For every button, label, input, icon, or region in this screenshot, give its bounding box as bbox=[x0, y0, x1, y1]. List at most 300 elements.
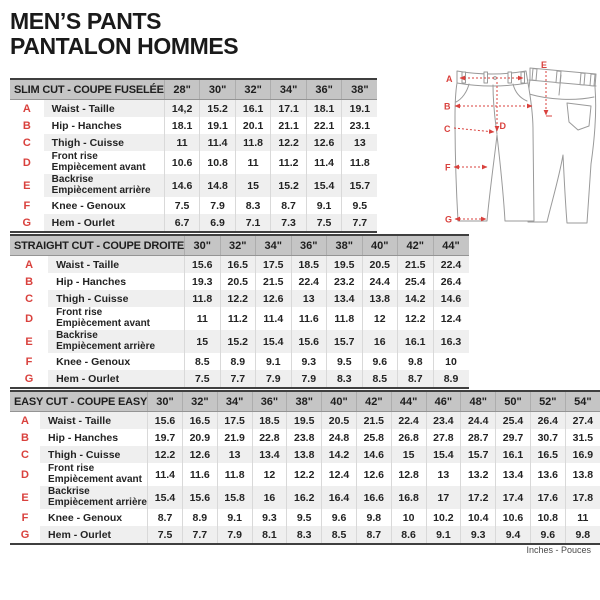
row-label bbox=[44, 151, 165, 174]
size-value-cell: 6.9 bbox=[200, 214, 236, 232]
size-value-cell: 10 bbox=[391, 509, 426, 526]
size-value-cell: 11 bbox=[235, 151, 271, 174]
size-value-cell: 19.5 bbox=[287, 412, 322, 430]
size-column-header: 52" bbox=[530, 391, 565, 412]
row-letter: C bbox=[10, 134, 44, 151]
size-value-cell: 17.8 bbox=[565, 486, 600, 509]
size-value-cell: 8.3 bbox=[287, 526, 322, 544]
size-value-cell: 26.4 bbox=[433, 273, 469, 290]
size-value-cell: 15.4 bbox=[256, 330, 292, 353]
size-column-header: 28" bbox=[164, 79, 200, 100]
size-value-cell: 24.8 bbox=[322, 429, 357, 446]
row-label: Hip - Hanches bbox=[56, 275, 127, 288]
size-value-cell: 15.7 bbox=[342, 174, 378, 197]
row-label: Thigh - Cuisse bbox=[44, 134, 165, 151]
size-column-header: 36" bbox=[252, 391, 287, 412]
row-label-fr: Empiècement arrière bbox=[56, 340, 156, 352]
size-value-cell: 19.1 bbox=[342, 100, 378, 118]
size-column-header: 44" bbox=[391, 391, 426, 412]
row-letter: A bbox=[10, 256, 48, 274]
size-value-cell: 16 bbox=[362, 330, 398, 353]
row-letter: E bbox=[10, 174, 44, 197]
size-value-cell: 9.3 bbox=[461, 526, 496, 544]
size-value-cell: 11.8 bbox=[327, 307, 363, 330]
size-value-cell: 9.1 bbox=[306, 197, 342, 214]
size-value-cell: 28.7 bbox=[461, 429, 496, 446]
size-value-cell: 10 bbox=[433, 353, 469, 370]
size-value-cell: 14.2 bbox=[322, 446, 357, 463]
size-value-cell: 16.3 bbox=[433, 330, 469, 353]
measurement-row bbox=[10, 151, 377, 174]
size-value-cell: 14.8 bbox=[200, 174, 236, 197]
row-label-fr: Empiècement avant bbox=[51, 161, 146, 173]
size-value-cell: 12.6 bbox=[356, 463, 391, 486]
size-value-cell: 22.4 bbox=[291, 273, 327, 290]
size-value-cell: 21.5 bbox=[356, 412, 391, 430]
size-value-cell: 17 bbox=[426, 486, 461, 509]
size-value-cell: 10.6 bbox=[164, 151, 200, 174]
row-letter: F bbox=[10, 509, 40, 526]
size-column-header: 34" bbox=[217, 391, 252, 412]
size-value-cell: 9.6 bbox=[362, 353, 398, 370]
size-column-header: 32" bbox=[182, 391, 217, 412]
size-value-cell: 12.2 bbox=[271, 134, 307, 151]
size-value-cell: 16.1 bbox=[398, 330, 434, 353]
size-value-cell: 11.6 bbox=[291, 307, 327, 330]
row-letter: B bbox=[10, 429, 40, 446]
size-value-cell: 13.4 bbox=[327, 290, 363, 307]
size-value-cell: 23.2 bbox=[327, 273, 363, 290]
size-value-cell: 16.2 bbox=[287, 486, 322, 509]
size-value-cell: 9.5 bbox=[327, 353, 363, 370]
row-letter: C bbox=[10, 446, 40, 463]
size-value-cell: 8.7 bbox=[398, 370, 434, 388]
size-value-cell: 11.8 bbox=[235, 134, 271, 151]
size-value-cell: 12 bbox=[252, 463, 287, 486]
size-value-cell: 12.6 bbox=[182, 446, 217, 463]
size-value-cell: 15.7 bbox=[461, 446, 496, 463]
row-label: Hem - Ourlet bbox=[48, 370, 184, 388]
size-value-cell: 7.5 bbox=[185, 370, 221, 388]
measurement-row bbox=[10, 273, 469, 290]
size-value-cell: 18.1 bbox=[306, 100, 342, 118]
measurement-row bbox=[10, 174, 377, 197]
row-label-en: Backrise bbox=[51, 174, 94, 185]
size-value-cell: 13.8 bbox=[287, 446, 322, 463]
size-value-cell: 11.4 bbox=[200, 134, 236, 151]
size-value-cell: 19.3 bbox=[185, 273, 221, 290]
size-value-cell: 19.1 bbox=[200, 117, 236, 134]
size-value-cell: 18.5 bbox=[252, 412, 287, 430]
row-label: Thigh - Cuisse bbox=[40, 446, 148, 463]
row-label: Waist - Taille bbox=[44, 100, 165, 118]
row-label bbox=[44, 174, 165, 197]
size-value-cell: 9.5 bbox=[287, 509, 322, 526]
measurement-row bbox=[10, 307, 469, 330]
row-letter: A bbox=[10, 100, 44, 118]
size-value-cell: 13 bbox=[426, 463, 461, 486]
size-value-cell: 14,2 bbox=[164, 100, 200, 118]
size-value-cell: 12.8 bbox=[391, 463, 426, 486]
size-value-cell: 9.8 bbox=[356, 509, 391, 526]
size-value-cell: 14.6 bbox=[356, 446, 391, 463]
size-table-2 bbox=[10, 234, 469, 389]
size-value-cell: 11.4 bbox=[256, 307, 292, 330]
measurement-row bbox=[10, 330, 469, 353]
row-letter: D bbox=[10, 307, 48, 330]
size-value-cell: 13.4 bbox=[252, 446, 287, 463]
size-value-cell: 17.6 bbox=[530, 486, 565, 509]
size-value-cell: 29.7 bbox=[496, 429, 531, 446]
size-value-cell: 13 bbox=[342, 134, 378, 151]
row-label: Knee - Genoux bbox=[51, 199, 126, 212]
measurement-row bbox=[10, 117, 377, 134]
size-value-cell: 24.4 bbox=[461, 412, 496, 430]
size-column-header: 38" bbox=[342, 79, 378, 100]
size-value-cell: 19.5 bbox=[327, 256, 363, 274]
size-value-cell: 11.8 bbox=[217, 463, 252, 486]
size-value-cell: 20.5 bbox=[220, 273, 256, 290]
size-value-cell: 13 bbox=[217, 446, 252, 463]
size-value-cell: 16.6 bbox=[356, 486, 391, 509]
size-value-cell: 25.4 bbox=[496, 412, 531, 430]
size-value-cell: 14.2 bbox=[398, 290, 434, 307]
measurement-row bbox=[10, 412, 600, 430]
measurement-row bbox=[10, 214, 377, 232]
size-value-cell: 22.4 bbox=[433, 256, 469, 274]
size-column-header: 38" bbox=[327, 235, 363, 256]
size-value-cell: 8.5 bbox=[185, 353, 221, 370]
size-value-cell: 12 bbox=[362, 307, 398, 330]
measurement-row bbox=[10, 134, 377, 151]
size-value-cell: 8.7 bbox=[148, 509, 183, 526]
size-value-cell: 7.5 bbox=[164, 197, 200, 214]
size-value-cell: 8.7 bbox=[271, 197, 307, 214]
row-letter: D bbox=[10, 151, 44, 174]
measurement-row bbox=[10, 463, 600, 486]
row-label bbox=[48, 307, 184, 330]
size-value-cell: 30.7 bbox=[530, 429, 565, 446]
size-value-cell: 8.9 bbox=[182, 509, 217, 526]
measurement-row bbox=[10, 353, 469, 370]
size-value-cell: 15.6 bbox=[148, 412, 183, 430]
diagram-label-g: G bbox=[445, 214, 453, 225]
units-note: Inches - Pouces bbox=[526, 545, 591, 555]
row-label bbox=[40, 486, 148, 509]
size-value-cell: 15.4 bbox=[148, 486, 183, 509]
size-value-cell: 12.2 bbox=[148, 446, 183, 463]
page-title bbox=[10, 9, 238, 59]
size-value-cell: 24.4 bbox=[362, 273, 398, 290]
size-value-cell: 12.4 bbox=[322, 463, 357, 486]
size-value-cell: 13.6 bbox=[530, 463, 565, 486]
row-label: Knee - Genoux bbox=[56, 355, 131, 368]
size-column-header: 30" bbox=[148, 391, 183, 412]
size-value-cell: 11.8 bbox=[185, 290, 221, 307]
row-letter: G bbox=[10, 526, 40, 544]
size-value-cell: 31.5 bbox=[565, 429, 600, 446]
size-value-cell: 12.2 bbox=[220, 290, 256, 307]
row-letter: G bbox=[10, 370, 48, 388]
size-value-cell: 16.1 bbox=[496, 446, 531, 463]
size-value-cell: 26.4 bbox=[530, 412, 565, 430]
size-value-cell: 9.8 bbox=[398, 353, 434, 370]
size-column-header: 30" bbox=[200, 79, 236, 100]
size-value-cell: 21.5 bbox=[398, 256, 434, 274]
size-value-cell: 7.5 bbox=[148, 526, 183, 544]
size-column-header: 40" bbox=[322, 391, 357, 412]
size-value-cell: 10.2 bbox=[426, 509, 461, 526]
size-column-header: 40" bbox=[362, 235, 398, 256]
size-value-cell: 9.8 bbox=[565, 526, 600, 544]
row-label-fr: Empiècement avant bbox=[56, 317, 151, 329]
size-value-cell: 11 bbox=[164, 134, 200, 151]
size-value-cell: 16.9 bbox=[565, 446, 600, 463]
row-label-en: Front rise bbox=[48, 463, 95, 474]
size-value-cell: 12.6 bbox=[306, 134, 342, 151]
size-value-cell: 10.4 bbox=[461, 509, 496, 526]
row-label: Knee - Genoux bbox=[48, 511, 123, 524]
size-value-cell: 13.2 bbox=[461, 463, 496, 486]
page-title-fr: PANTALON HOMMES bbox=[10, 33, 239, 59]
size-value-cell: 8.1 bbox=[252, 526, 287, 544]
measurement-row bbox=[10, 446, 600, 463]
row-label: Hem - Ourlet bbox=[40, 526, 148, 544]
size-value-cell: 15.2 bbox=[271, 174, 307, 197]
size-value-cell: 17.4 bbox=[496, 486, 531, 509]
size-column-header: 36" bbox=[291, 235, 327, 256]
size-value-cell: 9.4 bbox=[496, 526, 531, 544]
size-value-cell: 21.5 bbox=[256, 273, 292, 290]
size-value-cell: 13.4 bbox=[496, 463, 531, 486]
size-column-header: 42" bbox=[356, 391, 391, 412]
size-value-cell: 18.5 bbox=[291, 256, 327, 274]
row-letter: G bbox=[10, 214, 44, 232]
size-value-cell: 16.5 bbox=[530, 446, 565, 463]
table-title: STRAIGHT CUT - COUPE DROITE bbox=[10, 235, 185, 256]
size-value-cell: 16.1 bbox=[235, 100, 271, 118]
size-column-header: 38" bbox=[287, 391, 322, 412]
size-value-cell: 12.4 bbox=[433, 307, 469, 330]
measurement-row bbox=[10, 256, 469, 274]
size-value-cell: 17.5 bbox=[256, 256, 292, 274]
size-column-header: 42" bbox=[398, 235, 434, 256]
size-value-cell: 8.9 bbox=[220, 353, 256, 370]
size-value-cell: 19.7 bbox=[148, 429, 183, 446]
size-value-cell: 15 bbox=[235, 174, 271, 197]
table-title: EASY CUT - COUPE EASY bbox=[10, 391, 148, 412]
size-value-cell: 15 bbox=[185, 330, 221, 353]
measurement-row bbox=[10, 290, 469, 307]
size-value-cell: 17.5 bbox=[217, 412, 252, 430]
size-value-cell: 10.8 bbox=[530, 509, 565, 526]
size-value-cell: 15.2 bbox=[200, 100, 236, 118]
size-value-cell: 15.2 bbox=[220, 330, 256, 353]
size-value-cell: 9.3 bbox=[291, 353, 327, 370]
row-letter: F bbox=[10, 197, 44, 214]
size-value-cell: 15.6 bbox=[182, 486, 217, 509]
size-value-cell: 8.5 bbox=[322, 526, 357, 544]
size-value-cell: 15 bbox=[391, 446, 426, 463]
size-value-cell: 7.9 bbox=[217, 526, 252, 544]
size-value-cell: 10.8 bbox=[200, 151, 236, 174]
measurement-row bbox=[10, 526, 600, 544]
size-value-cell: 23.4 bbox=[426, 412, 461, 430]
size-table-3 bbox=[10, 390, 600, 545]
pants-front-outline bbox=[455, 71, 534, 221]
size-value-cell: 15.6 bbox=[185, 256, 221, 274]
size-value-cell: 7.7 bbox=[342, 214, 378, 232]
size-value-cell: 7.9 bbox=[256, 370, 292, 388]
size-value-cell: 12.2 bbox=[398, 307, 434, 330]
diagram-label-a: A bbox=[446, 74, 453, 84]
size-value-cell: 15.4 bbox=[426, 446, 461, 463]
size-value-cell: 7.9 bbox=[200, 197, 236, 214]
row-label-en: Backrise bbox=[56, 330, 98, 341]
size-value-cell: 9.3 bbox=[252, 509, 287, 526]
measurement-row bbox=[10, 197, 377, 214]
size-value-cell: 11 bbox=[185, 307, 221, 330]
row-label bbox=[48, 330, 184, 353]
row-label: Hem - Ourlet bbox=[44, 214, 165, 232]
size-value-cell: 15.8 bbox=[217, 486, 252, 509]
size-value-cell: 16.4 bbox=[322, 486, 357, 509]
size-value-cell: 20.9 bbox=[182, 429, 217, 446]
pants-measurement-diagram bbox=[440, 58, 600, 228]
measurement-row bbox=[10, 509, 600, 526]
size-value-cell: 8.3 bbox=[235, 197, 271, 214]
size-value-cell: 27.8 bbox=[426, 429, 461, 446]
row-label: Hip - Hanches bbox=[48, 431, 119, 444]
size-value-cell: 27.4 bbox=[565, 412, 600, 430]
size-value-cell: 8.7 bbox=[356, 526, 391, 544]
size-value-cell: 25.8 bbox=[356, 429, 391, 446]
size-value-cell: 16.8 bbox=[391, 486, 426, 509]
row-letter: B bbox=[10, 117, 44, 134]
size-value-cell: 13.8 bbox=[362, 290, 398, 307]
size-value-cell: 11.2 bbox=[271, 151, 307, 174]
size-value-cell: 8.5 bbox=[362, 370, 398, 388]
row-letter: C bbox=[10, 290, 48, 307]
diagram-label-c: C bbox=[444, 124, 451, 134]
size-value-cell: 7.7 bbox=[182, 526, 217, 544]
row-label-en: Backrise bbox=[48, 486, 90, 497]
diagram-label-e: E bbox=[541, 60, 548, 70]
size-column-header: 54" bbox=[565, 391, 600, 412]
measurement-row bbox=[10, 100, 377, 118]
row-letter: A bbox=[10, 412, 40, 430]
size-value-cell: 23.8 bbox=[287, 429, 322, 446]
size-value-cell: 9.6 bbox=[322, 509, 357, 526]
size-value-cell: 20.1 bbox=[235, 117, 271, 134]
row-label: Thigh - Cuisse bbox=[48, 290, 184, 307]
size-value-cell: 7.3 bbox=[271, 214, 307, 232]
size-column-header: 48" bbox=[461, 391, 496, 412]
size-value-cell: 9.1 bbox=[256, 353, 292, 370]
size-column-header: 32" bbox=[235, 79, 271, 100]
row-label-en: Front rise bbox=[56, 307, 103, 318]
size-value-cell: 11 bbox=[565, 509, 600, 526]
size-value-cell: 8.6 bbox=[391, 526, 426, 544]
size-value-cell: 12.2 bbox=[287, 463, 322, 486]
size-value-cell: 20.5 bbox=[362, 256, 398, 274]
size-value-cell: 17.2 bbox=[461, 486, 496, 509]
size-value-cell: 13 bbox=[291, 290, 327, 307]
size-value-cell: 23.1 bbox=[342, 117, 378, 134]
size-value-cell: 6.7 bbox=[164, 214, 200, 232]
row-letter: E bbox=[10, 330, 48, 353]
size-value-cell: 16 bbox=[252, 486, 287, 509]
size-column-header: 50" bbox=[496, 391, 531, 412]
size-value-cell: 22.4 bbox=[391, 412, 426, 430]
row-label-fr: Empiècement avant bbox=[48, 473, 142, 485]
size-value-cell: 21.9 bbox=[217, 429, 252, 446]
measurement-row bbox=[10, 429, 600, 446]
row-letter: F bbox=[10, 353, 48, 370]
page-title-en: MEN’S PANTS bbox=[10, 8, 162, 34]
size-value-cell: 7.7 bbox=[220, 370, 256, 388]
size-column-header: 34" bbox=[271, 79, 307, 100]
size-value-cell: 15.4 bbox=[306, 174, 342, 197]
size-table-1 bbox=[10, 78, 377, 233]
size-value-cell: 12.6 bbox=[256, 290, 292, 307]
size-value-cell: 10.6 bbox=[496, 509, 531, 526]
size-value-cell: 21.1 bbox=[271, 117, 307, 134]
size-value-cell: 17.1 bbox=[271, 100, 307, 118]
diagram-label-f: F bbox=[445, 162, 451, 173]
size-value-cell: 11.8 bbox=[342, 151, 378, 174]
table-title: SLIM CUT - COUPE FUSELÉE bbox=[10, 79, 164, 100]
row-letter: B bbox=[10, 273, 48, 290]
pants-back-outline bbox=[527, 68, 596, 223]
size-value-cell: 25.4 bbox=[398, 273, 434, 290]
size-value-cell: 26.8 bbox=[391, 429, 426, 446]
size-value-cell: 9.1 bbox=[217, 509, 252, 526]
size-value-cell: 11.4 bbox=[306, 151, 342, 174]
size-value-cell: 11.4 bbox=[148, 463, 183, 486]
size-column-header: 44" bbox=[433, 235, 469, 256]
size-value-cell: 11.6 bbox=[182, 463, 217, 486]
size-value-cell: 16.5 bbox=[220, 256, 256, 274]
size-value-cell: 15.6 bbox=[291, 330, 327, 353]
size-value-cell: 8.3 bbox=[327, 370, 363, 388]
size-value-cell: 22.8 bbox=[252, 429, 287, 446]
row-label bbox=[40, 463, 148, 486]
size-value-cell: 14.6 bbox=[433, 290, 469, 307]
size-column-header: 46" bbox=[426, 391, 461, 412]
size-value-cell: 9.1 bbox=[426, 526, 461, 544]
size-value-cell: 16.5 bbox=[182, 412, 217, 430]
size-column-header: 36" bbox=[306, 79, 342, 100]
size-value-cell: 15.7 bbox=[327, 330, 363, 353]
size-value-cell: 22.1 bbox=[306, 117, 342, 134]
size-value-cell: 18.1 bbox=[164, 117, 200, 134]
size-value-cell: 7.9 bbox=[291, 370, 327, 388]
size-value-cell: 9.5 bbox=[342, 197, 378, 214]
size-column-header: 32" bbox=[220, 235, 256, 256]
size-value-cell: 11.2 bbox=[220, 307, 256, 330]
size-value-cell: 13.8 bbox=[565, 463, 600, 486]
diagram-label-d: D bbox=[499, 121, 506, 131]
row-label-en: Front rise bbox=[51, 151, 98, 162]
size-value-cell: 9.6 bbox=[530, 526, 565, 544]
measurement-row bbox=[10, 486, 600, 509]
size-value-cell: 20.5 bbox=[322, 412, 357, 430]
row-label: Waist - Taille bbox=[40, 412, 148, 430]
measurement-row bbox=[10, 370, 469, 388]
row-label-fr: Empiècement arrière bbox=[48, 496, 147, 508]
diagram-label-b: B bbox=[444, 101, 451, 112]
